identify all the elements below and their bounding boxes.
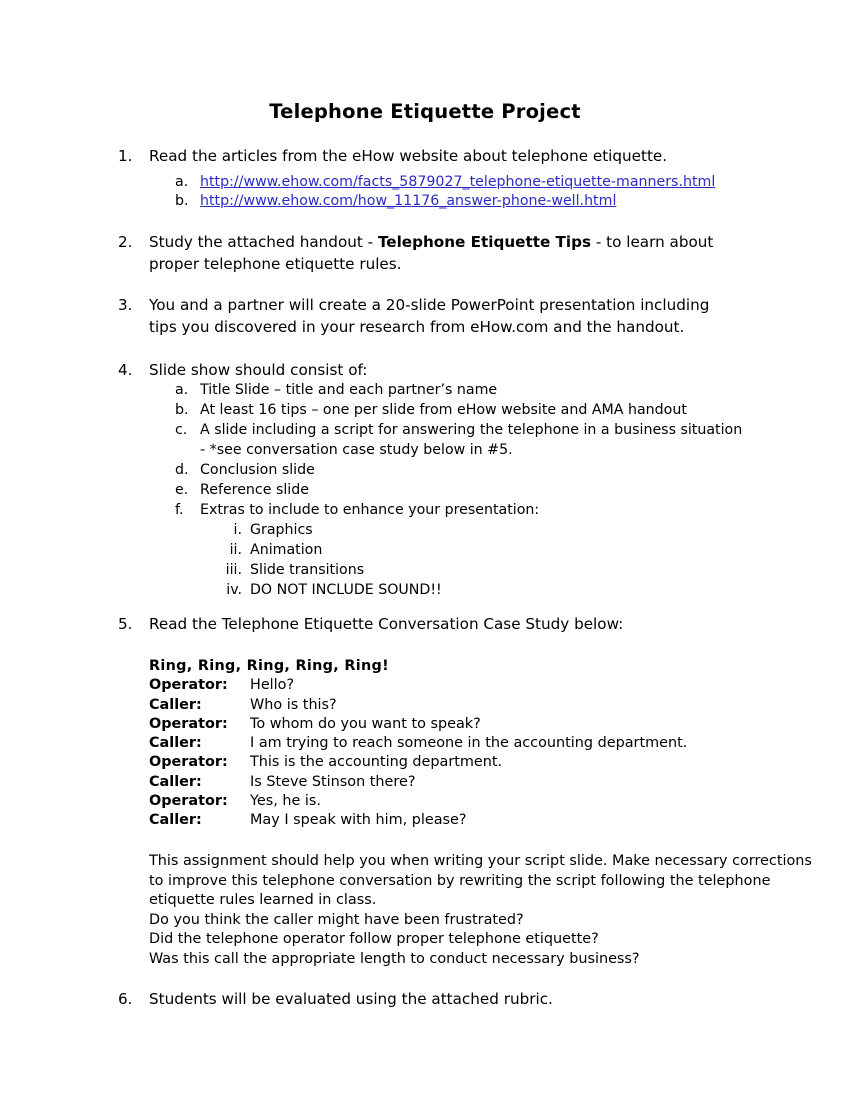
list-item-text: Reference slide: [200, 482, 309, 498]
list-marker: a.: [175, 382, 189, 398]
list-item-4f: [175, 501, 745, 521]
list-item-text: Conclusion slide: [200, 462, 315, 478]
item2-bold-phrase: Telephone Etiquette Tips: [377, 233, 592, 251]
list-item-4: [118, 360, 748, 382]
list-item-text: Read the articles from the eHow website about telephone etiquette.: [149, 147, 668, 165]
list-item-4e: [175, 481, 745, 501]
dialogue-row: [149, 676, 749, 695]
list-item-text: [149, 232, 730, 275]
list-marker: 5.: [118, 615, 133, 633]
list-item-text: At least 16 tips – one per slide from eHow website and AMA handout: [200, 402, 687, 418]
list-item-4b: [175, 401, 745, 421]
list-marker: 2.: [118, 233, 133, 251]
list-item-text: DO NOT INCLUDE SOUND!!: [250, 582, 442, 598]
list-item-4f-ii: [208, 541, 708, 561]
list-item-text: Title Slide – title and each partner’s name: [200, 382, 498, 398]
list-marker: 1.: [118, 147, 133, 165]
case-study-dialogue: [149, 657, 749, 831]
list-marker: ii.: [229, 542, 242, 558]
list-item-4a: [175, 381, 745, 401]
list-item-4c: [175, 421, 747, 461]
list-item-6: [118, 989, 748, 1011]
list-marker: 4.: [118, 361, 133, 379]
closing-line: This assignment should help you when writing your script slide. Make necessary corrections: [149, 853, 812, 869]
list-marker: iv.: [226, 582, 242, 598]
closing-line: Did the telephone operator follow proper telephone etiquette?: [149, 931, 599, 948]
dialogue-line: May I speak with him, please?: [250, 812, 467, 829]
list-item-text: Slide show should consist of:: [149, 361, 368, 379]
link-row-b[interactable]: [175, 192, 616, 211]
dialogue-ring-line: Ring, Ring, Ring, Ring, Ring!: [149, 658, 389, 674]
dialogue-speaker: Operator:: [149, 715, 228, 732]
list-item-text: Read the Telephone Etiquette Conversation Case Study below:: [149, 615, 624, 633]
list-item-4f-iii: [208, 561, 708, 581]
list-item-text: You and a partner will create a 20-slide PowerPoint presentation including tips you discovered in your research from eHow.com and the handout.: [149, 296, 710, 336]
link-row-a[interactable]: [175, 173, 715, 192]
dialogue-row: [149, 773, 749, 792]
list-item-text: Graphics: [250, 522, 313, 538]
dialogue-line: This is the accounting department.: [250, 754, 503, 771]
list-item-5: [118, 614, 758, 636]
list-marker: e.: [175, 482, 189, 498]
dialogue-line: I am trying to reach someone in the accounting department.: [250, 735, 688, 752]
dialogue-speaker: Operator:: [149, 677, 228, 694]
list-item-text: Animation: [250, 542, 323, 558]
closing-paragraph: [149, 852, 812, 970]
dialogue-speaker: Caller:: [149, 696, 202, 713]
dialogue-speaker: Operator:: [149, 754, 228, 771]
dialogue-line: To whom do you want to speak?: [250, 715, 481, 732]
list-marker: 3.: [118, 296, 133, 314]
list-item-3: [118, 295, 733, 338]
dialogue-speaker: Caller:: [149, 773, 202, 790]
page-title: Telephone Etiquette Project: [269, 100, 581, 123]
list-item-1: [118, 146, 748, 168]
dialogue-speaker: Operator:: [149, 793, 228, 810]
list-item-4f-i: [208, 521, 708, 541]
dialogue-line: Who is this?: [250, 696, 337, 713]
list-marker: iii.: [225, 562, 242, 578]
list-marker: a.: [175, 174, 189, 190]
list-marker: b.: [175, 193, 189, 209]
dialogue-row: [149, 715, 749, 734]
list-marker: f.: [175, 502, 184, 518]
list-item-4d: [175, 461, 745, 481]
dialogue-line: Is Steve Stinson there?: [250, 773, 416, 790]
item2-text-after: - to learn about proper telephone etiquette rules.: [149, 233, 714, 273]
dialogue-speaker: Caller:: [149, 812, 202, 829]
item2-text-before: Study the attached handout -: [149, 233, 378, 251]
closing-line: etiquette rules learned in class.: [149, 892, 377, 909]
ehow-link-1[interactable]: http://www.ehow.com/facts_5879027_telephone-etiquette-manners.html: [200, 174, 716, 190]
ehow-link-2[interactable]: http://www.ehow.com/how_11176_answer-phone-well.html: [200, 193, 617, 209]
list-marker: b.: [175, 402, 189, 418]
list-item-text: Students will be evaluated using the attached rubric.: [149, 990, 553, 1008]
list-marker: 6.: [118, 990, 133, 1008]
closing-line: Was this call the appropriate length to conduct necessary business?: [149, 950, 640, 967]
dialogue-row: [149, 734, 749, 753]
dialogue-line: Hello?: [250, 677, 295, 694]
dialogue-row: [149, 753, 749, 772]
dialogue-row: [149, 696, 749, 715]
list-item-text: Extras to include to enhance your presentation:: [200, 502, 540, 518]
list-item-4f-iv: [208, 581, 708, 601]
list-marker: i.: [233, 522, 242, 538]
list-item-text: A slide including a script for answering the telephone in a business situation - *see conversation case study below in #5.: [200, 422, 743, 458]
closing-line: to improve this telephone conversation by rewriting the script following the telephone: [149, 872, 771, 889]
dialogue-speaker: Caller:: [149, 735, 202, 752]
closing-line: Do you think the caller might have been frustrated?: [149, 911, 524, 928]
dialogue-line: Yes, he is.: [250, 793, 321, 810]
list-item-2: [118, 232, 730, 275]
list-marker: d.: [175, 462, 189, 478]
list-item-text: Slide transitions: [250, 562, 365, 578]
dialogue-row: [149, 811, 749, 830]
dialogue-row: [149, 792, 749, 811]
list-marker: c.: [175, 422, 188, 438]
